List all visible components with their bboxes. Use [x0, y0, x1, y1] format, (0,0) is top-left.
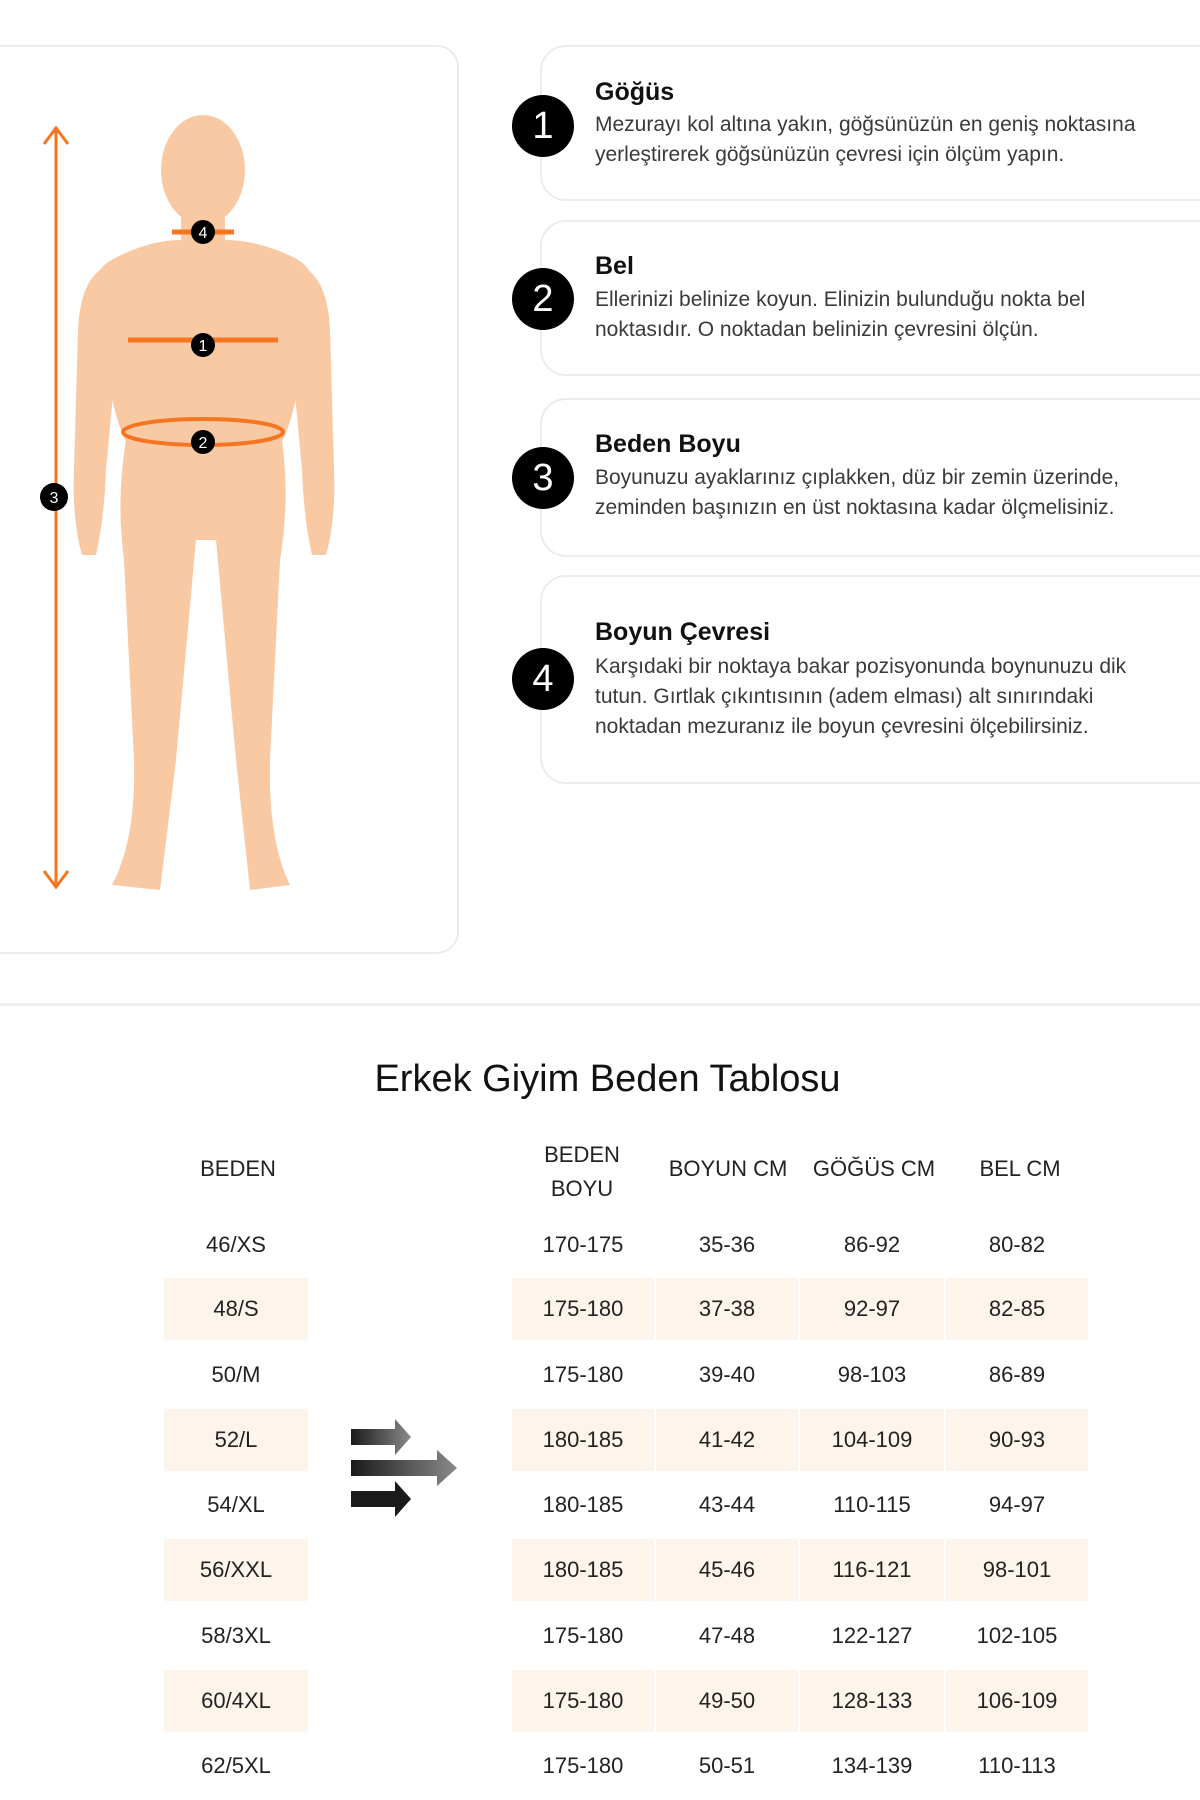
value-cell: 80-82 [946, 1214, 1088, 1276]
size-cell: 46/XS [164, 1214, 308, 1276]
value-cell: 39-40 [656, 1344, 798, 1406]
svg-text:1: 1 [198, 338, 208, 355]
step-description: Boyunuzu ayaklarınız çıplakken, düz bir zemin üzerinde, zeminden başınızın en üst noktasına kadar ölçmelisiniz. [595, 466, 1120, 519]
value-cell: 43-44 [656, 1474, 798, 1536]
step-number-badge: 4 [512, 648, 574, 710]
step-number-badge: 1 [512, 95, 574, 157]
step-description: Mezurayı kol altına yakın, göğsünüzün en geniş noktasına yerleştirerek göğsünüzün çevresi için ölçüm yapın. [595, 113, 1136, 166]
value-cell: 98-101 [946, 1539, 1088, 1601]
value-cell: 35-36 [656, 1214, 798, 1276]
step-number-badge: 2 [512, 268, 574, 330]
size-cell: 60/4XL [164, 1670, 308, 1732]
value-cell: 37-38 [656, 1278, 798, 1340]
value-cell: 47-48 [656, 1605, 798, 1667]
value-cell: 94-97 [946, 1474, 1088, 1536]
value-cell: 98-103 [800, 1344, 944, 1406]
value-cell: 110-115 [800, 1474, 944, 1536]
value-cell: 180-185 [512, 1409, 654, 1471]
value-cell: 41-42 [656, 1409, 798, 1471]
value-cell: 122-127 [800, 1605, 944, 1667]
value-cell: 180-185 [512, 1539, 654, 1601]
size-cell: 56/XXL [164, 1539, 308, 1601]
height-column-header: BEDEN BOYU [544, 1142, 620, 1201]
step-description: Karşıdaki bir noktaya bakar pozisyonunda boynunuzu dik tutun. Gırtlak çıkıntısının (adem elması) alt sınırındaki noktadan mezuranız ile boyun çevresini ölçebilirsiniz. [595, 655, 1127, 738]
svg-text:3: 3 [49, 490, 59, 507]
size-cell: 50/M [164, 1344, 308, 1406]
marker-waist [191, 430, 215, 454]
value-cell: 50-51 [656, 1735, 798, 1797]
value-cell: 86-89 [946, 1344, 1088, 1406]
value-cell: 116-121 [800, 1539, 944, 1601]
value-cell: 134-139 [800, 1735, 944, 1797]
value-cell: 170-175 [512, 1214, 654, 1276]
value-cell: 175-180 [512, 1344, 654, 1406]
chest-column-header: GÖĞÜS CM [812, 1156, 936, 1181]
step-title: Beden Boyu [595, 430, 741, 458]
arrows-icon [345, 1415, 465, 1525]
value-cell: 45-46 [656, 1539, 798, 1601]
value-cell: 128-133 [800, 1670, 944, 1732]
neck-column-header: BOYUN CM [668, 1156, 788, 1181]
body-measurement-figure [0, 0, 470, 960]
table-title: Erkek Giyim Beden Tablosu [374, 1058, 841, 1100]
marker-neck [191, 220, 215, 244]
step-title: Göğüs [595, 78, 675, 106]
waist-column-header: BEL CM [979, 1156, 1061, 1181]
value-cell: 82-85 [946, 1278, 1088, 1340]
value-cell: 175-180 [512, 1605, 654, 1667]
marker-chest [191, 333, 215, 357]
value-cell: 175-180 [512, 1278, 654, 1340]
value-cell: 49-50 [656, 1670, 798, 1732]
value-cell: 106-109 [946, 1670, 1088, 1732]
step-description: Ellerinizi belinize koyun. Elinizin bulunduğu nokta bel noktasıdır. O noktadan belinizin çevresini ölçün. [595, 288, 1086, 341]
size-cell: 58/3XL [164, 1605, 308, 1667]
size-column-header: BEDEN [200, 1156, 276, 1181]
value-cell: 102-105 [946, 1605, 1088, 1667]
step-title: Boyun Çevresi [595, 618, 771, 646]
value-cell: 180-185 [512, 1474, 654, 1536]
section-divider [0, 1003, 1200, 1006]
size-cell: 62/5XL [164, 1735, 308, 1797]
step-title: Bel [595, 252, 634, 280]
value-cell: 175-180 [512, 1670, 654, 1732]
svg-text:2: 2 [198, 435, 208, 452]
value-cell: 90-93 [946, 1409, 1088, 1471]
value-cell: 110-113 [946, 1735, 1088, 1797]
value-cell: 175-180 [512, 1735, 654, 1797]
step-number-badge: 3 [512, 447, 574, 509]
value-cell: 104-109 [800, 1409, 944, 1471]
size-cell: 48/S [164, 1278, 308, 1340]
value-cell: 92-97 [800, 1278, 944, 1340]
svg-text:4: 4 [198, 225, 208, 242]
marker-height [40, 483, 68, 511]
size-cell: 52/L [164, 1409, 308, 1471]
size-cell: 54/XL [164, 1474, 308, 1536]
value-cell: 86-92 [800, 1214, 944, 1276]
